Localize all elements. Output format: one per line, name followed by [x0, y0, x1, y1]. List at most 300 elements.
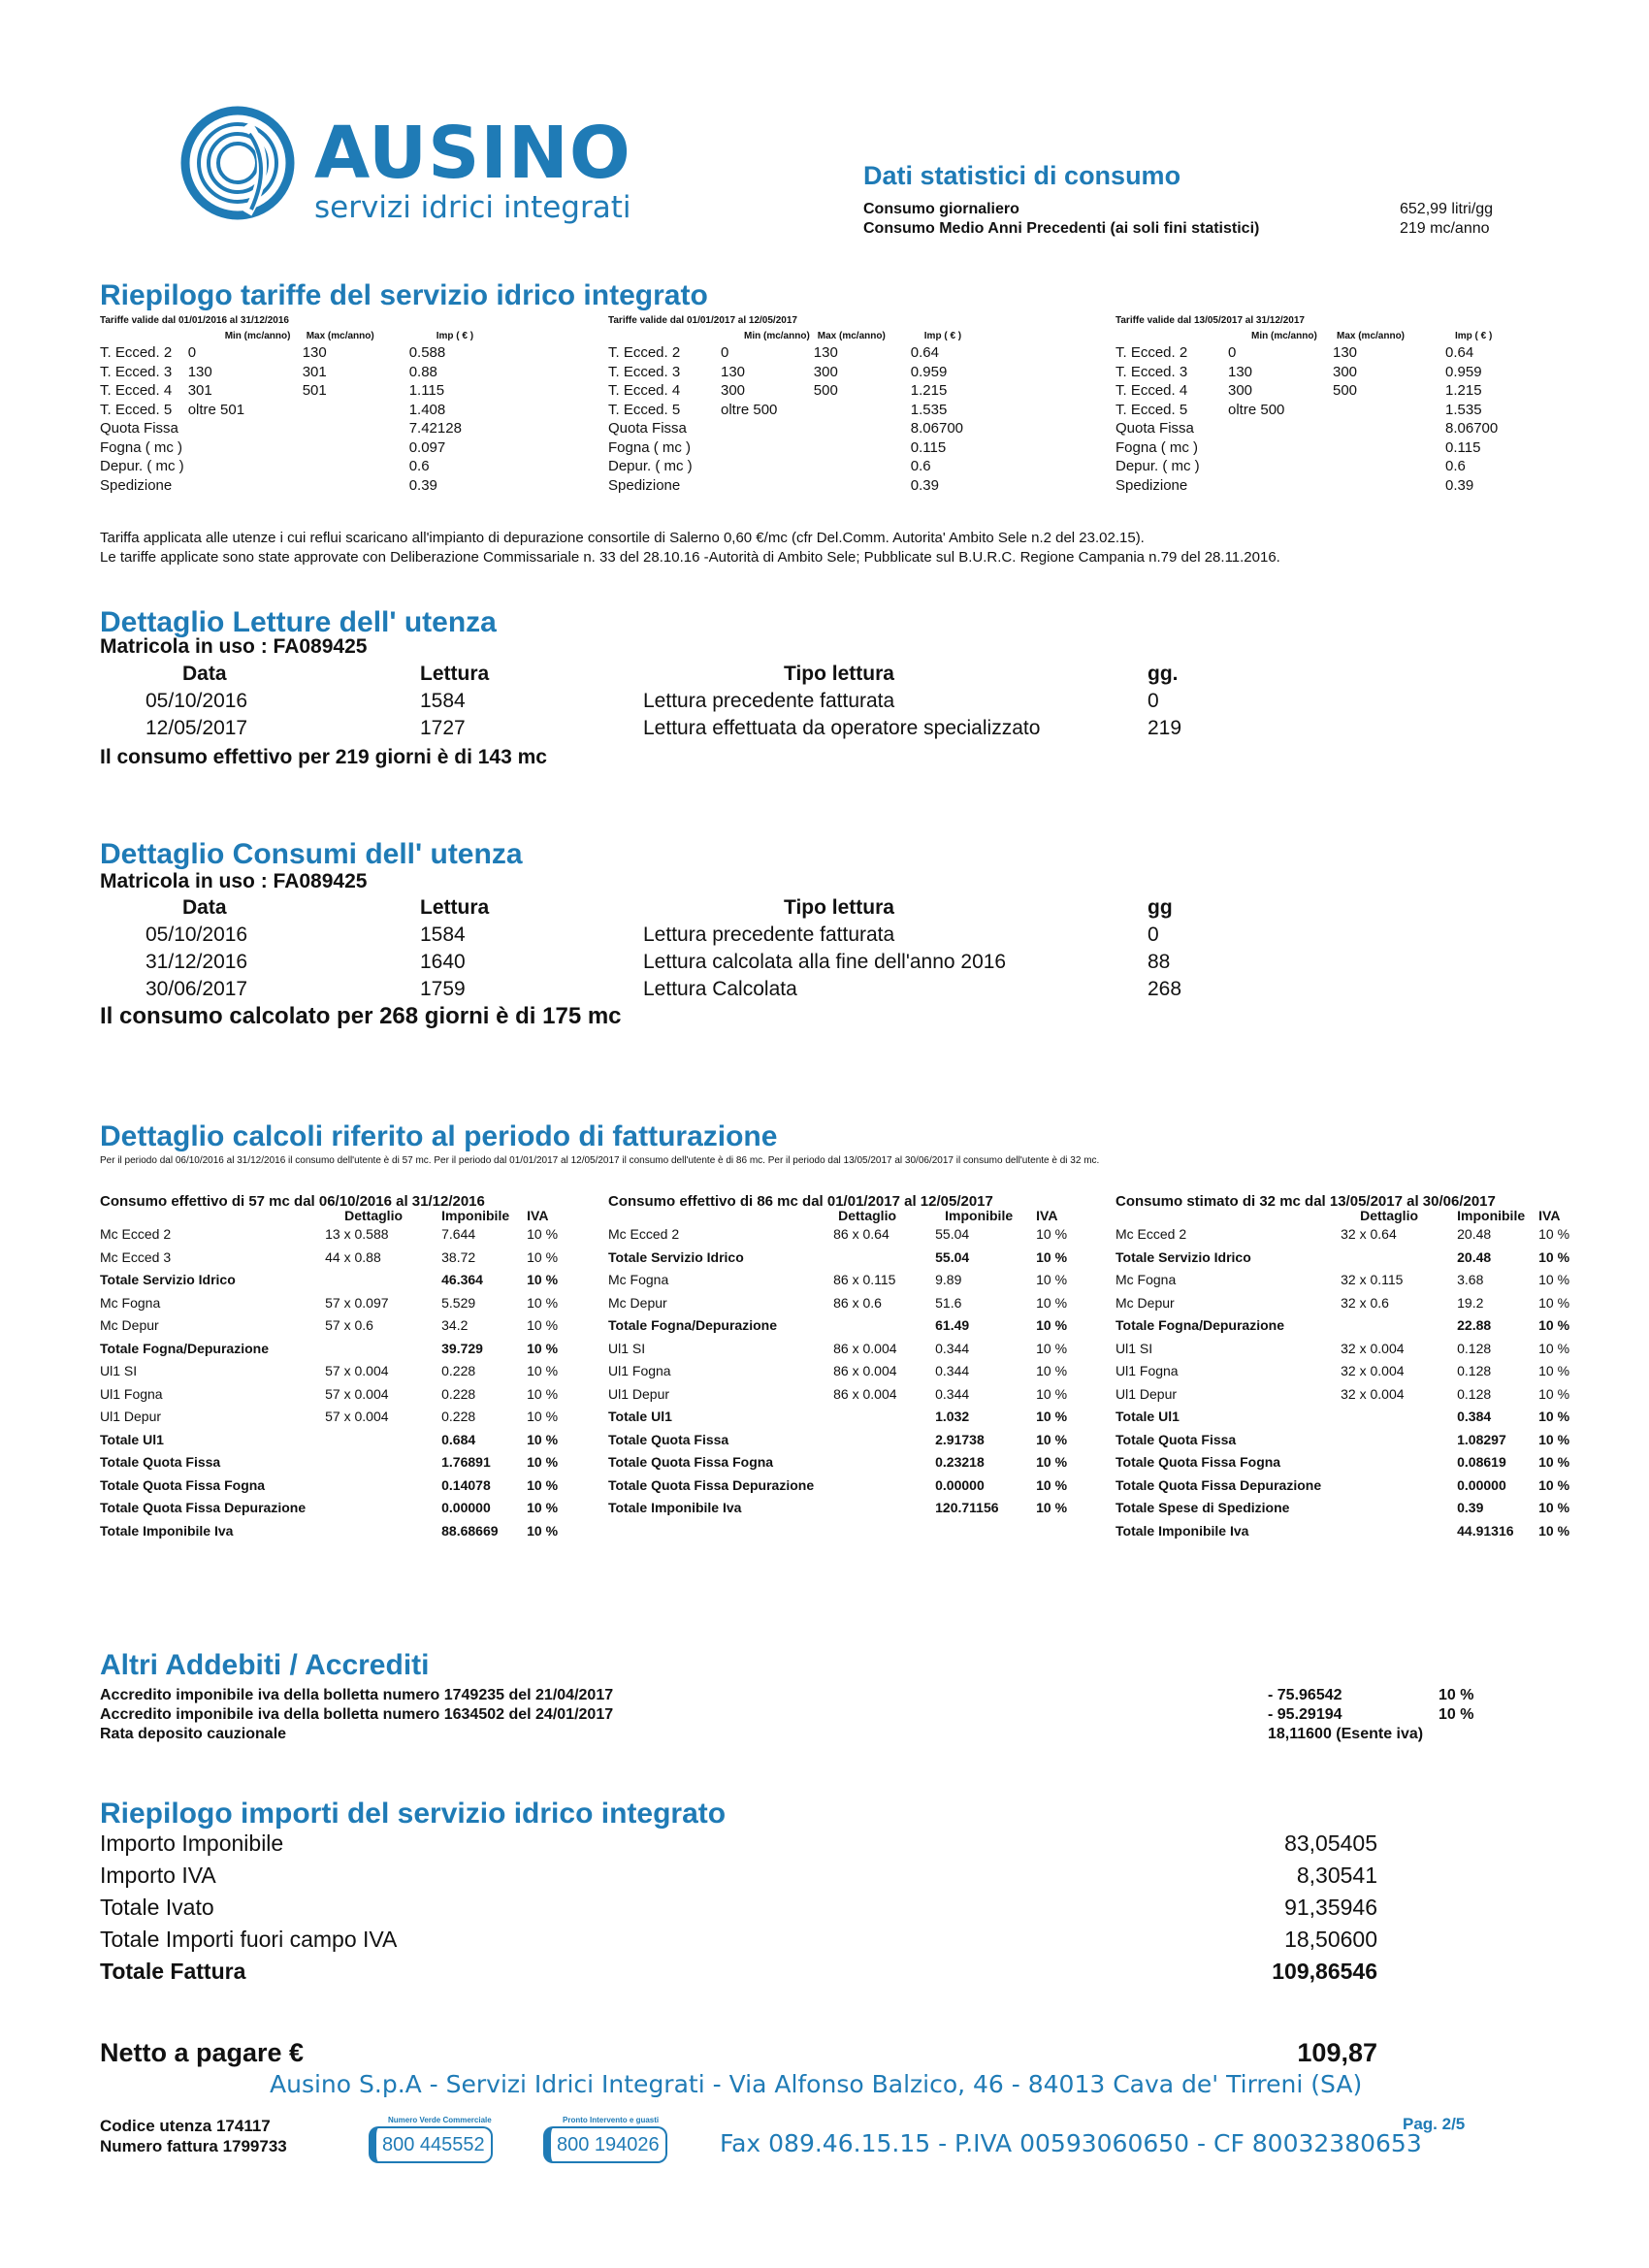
calc-total-row [100, 1520, 579, 1543]
calc-cell: 10 % [1538, 1294, 1570, 1311]
tariffe-table-2 [608, 330, 988, 495]
tariff-row [1116, 457, 1523, 476]
addebito-row-1-amount: - 75.96542 [1268, 1687, 1342, 1703]
calc-cell [814, 1474, 935, 1498]
col-min: Min (mc/anno) [744, 331, 810, 341]
calc-total-row [608, 1406, 1088, 1429]
calc-row [100, 1247, 579, 1270]
reading-cell: 268 [1148, 978, 1182, 1000]
calc-cell: 10 % [1036, 1454, 1068, 1470]
tariff-cell: T. Ecced. 3 [1116, 363, 1188, 380]
consumi-matricola: Matricola in uso : FA089425 [100, 870, 368, 892]
reading-cell: 1640 [420, 951, 466, 973]
footer-fax: Fax 089.46.15.15 - P.IVA 00593060650 - CF 80032380653 [720, 2129, 1422, 2157]
tariff-cell: Spedizione [100, 476, 173, 494]
calc-cell: 120.71156 [935, 1500, 999, 1515]
calc-cell: Mc Fogna [1116, 1272, 1177, 1287]
calc-cell: 10 % [1036, 1385, 1068, 1402]
calc-cell: 10 % [1538, 1522, 1570, 1539]
tariff-cell: 130 [302, 344, 327, 361]
tariff-cell: Spedizione [1116, 476, 1188, 494]
calc-row [608, 1383, 1088, 1407]
calc-cell: 57 x 0.004 [325, 1385, 389, 1402]
tariffe-title: Riepilogo tariffe del servizio idrico integrato [100, 279, 708, 311]
calc-block-title-3: Consumo stimato di 32 mc dal 13/05/2017 al 30/06/2017 [1116, 1193, 1496, 1210]
calc-cell: 0.344 [935, 1363, 970, 1378]
tariff-cell: 300 [721, 382, 746, 399]
calc-cell: 10 % [1538, 1248, 1570, 1265]
consumi-title: Dettaglio Consumi dell' utenza [100, 838, 523, 870]
tariff-cell: 1.535 [910, 401, 948, 418]
tariff-cell: 8.06700 [1445, 420, 1499, 437]
calc-cell: 10 % [527, 1248, 559, 1265]
calc-cell: 20.48 [1457, 1248, 1492, 1265]
calc-total-row [100, 1474, 579, 1498]
tariff-row [608, 343, 988, 363]
reading-cell: 1584 [420, 923, 466, 946]
calc-cell: 32 x 0.115 [1341, 1272, 1404, 1287]
calc-total-row [100, 1269, 579, 1292]
calc-cell: Totale Imponibile Iva [100, 1522, 234, 1539]
calc-table-3 [1116, 1208, 1591, 1542]
calc-cell: 10 % [1538, 1317, 1570, 1333]
calc-total-row [608, 1451, 1088, 1474]
tariff-row [100, 343, 487, 363]
calc-cell: Ul1 Depur [100, 1409, 162, 1424]
tariff-row [100, 438, 487, 458]
calc-cell: 10 % [1538, 1226, 1570, 1242]
calc-cell [306, 1520, 441, 1543]
tariff-cell: Quota Fissa [1116, 420, 1194, 437]
calc-cell: 46.364 [441, 1272, 483, 1287]
addebito-row-2-amount: - 95.29194 [1268, 1706, 1342, 1723]
calc-cell: 10 % [1036, 1226, 1068, 1242]
tariff-cell: 7.42128 [408, 420, 462, 437]
calc-cell: 10 % [1538, 1272, 1570, 1287]
calc-cell: 10 % [1036, 1317, 1068, 1333]
tariff-cell: Quota Fissa [608, 420, 687, 437]
col-max: Max (mc/anno) [817, 331, 886, 341]
stat-value-average: 219 mc/anno [1400, 220, 1490, 237]
calc-total-row [608, 1429, 1088, 1452]
tariff-cell: 0.097 [408, 438, 446, 456]
tariff-cell: 0 [721, 344, 729, 361]
tariff-cell: 1.115 [408, 382, 445, 399]
calc-cell [814, 1497, 935, 1520]
calc-total-row [608, 1247, 1088, 1270]
tariff-cell [1228, 438, 1333, 458]
calc-cell: 10 % [1036, 1340, 1068, 1356]
calc-cell [1321, 1247, 1457, 1270]
tariff-cell: Depur. ( mc ) [100, 458, 184, 474]
calc-row [1116, 1383, 1591, 1407]
tariff-cell [814, 476, 911, 496]
importi-title: Riepilogo importi del servizio idrico integrato [100, 1798, 727, 1830]
tariff-cell [1333, 457, 1445, 476]
tariff-row [100, 476, 487, 496]
tariff-cell [1333, 476, 1445, 496]
calc-cell: 44 x 0.88 [325, 1248, 381, 1265]
calc-cell: 0.14078 [441, 1476, 491, 1493]
tariff-cell: 0.588 [408, 344, 446, 361]
calc-cell: 10 % [527, 1409, 559, 1424]
tariff-cell: 0 [187, 344, 197, 361]
calc-cell: 0.684 [441, 1431, 476, 1447]
tariff-cell: 0.39 [408, 476, 437, 494]
tariff-cell: T. Ecced. 2 [1116, 344, 1188, 361]
calc-cell: 7.644 [441, 1226, 476, 1242]
calc-row [608, 1338, 1088, 1361]
calc-cell: Mc Fogna [100, 1294, 161, 1311]
tariff-cell: 1.215 [1445, 382, 1482, 399]
calc-cell: 32 x 0.64 [1341, 1226, 1397, 1242]
tariff-cell: 130 [187, 363, 212, 380]
tariff-row [100, 401, 487, 420]
tariff-cell: 500 [1333, 382, 1358, 399]
calc-cell: 61.49 [935, 1317, 970, 1333]
phone-commerciale[interactable]: 800 445552 [369, 2126, 493, 2163]
calc-cell [1321, 1429, 1457, 1452]
calc-cell: Ul1 SI [100, 1363, 138, 1378]
calc-cell: 0.39 [1457, 1500, 1484, 1515]
calc-cell: 0.384 [1457, 1409, 1492, 1424]
calc-cell: Totale Ul1 [1116, 1409, 1180, 1424]
calc-total-row [100, 1338, 579, 1361]
tariff-cell: 130 [1333, 344, 1358, 361]
calc-cell: 32 x 0.004 [1341, 1340, 1405, 1356]
tariff-row [608, 438, 988, 458]
calc-cell: 0.344 [935, 1340, 970, 1356]
calc-row [100, 1383, 579, 1407]
tariff-cell [1333, 401, 1445, 420]
importo-label-fuori-campo: Totale Importi fuori campo IVA [100, 1927, 398, 1952]
calc-cell: Totale Quota Fissa [100, 1454, 221, 1470]
calc-row [608, 1223, 1088, 1247]
footer-company: Ausino S.p.A - Servizi Idrici Integrati - Via Alfonso Balzico, 46 - 84013 Cava de' Tirreni (SA) [270, 2070, 1363, 2098]
tariff-cell: T. Ecced. 5 [100, 401, 173, 418]
calc-cell: 0.128 [1457, 1340, 1492, 1356]
addebito-row-1-iva: 10 % [1439, 1687, 1474, 1703]
calc-cell: 0.00000 [935, 1476, 985, 1493]
tariff-cell: 1.408 [408, 401, 446, 418]
calc-cell: Ul1 SI [608, 1340, 646, 1356]
calc-cell: 0.128 [1457, 1385, 1492, 1402]
calc-total-row [608, 1474, 1088, 1498]
calc-cell: 10 % [1036, 1294, 1068, 1311]
calc-cell: 0.00000 [1457, 1476, 1506, 1493]
calc-cell: Mc Depur [1116, 1294, 1175, 1311]
logo-mark-icon [179, 105, 296, 221]
calc-cell: 10 % [527, 1500, 559, 1515]
calc-cell: 10 % [1538, 1476, 1570, 1493]
stats-title: Dati statistici di consumo [863, 161, 1181, 190]
calc-cell: Ul1 Depur [608, 1385, 670, 1402]
calc-cell: Mc Ecced 2 [1116, 1226, 1187, 1242]
calc-cell [306, 1474, 441, 1498]
calc-cell: 86 x 0.004 [833, 1363, 897, 1378]
calc-cell: 10 % [527, 1476, 559, 1493]
calc-cell: Totale Quota Fissa Depurazione [100, 1500, 307, 1515]
calc-cell: 9.89 [935, 1272, 962, 1287]
tariff-cell: 130 [813, 344, 838, 361]
calc-cell: 10 % [527, 1272, 559, 1287]
netto-label: Netto a pagare € [100, 2038, 305, 2067]
tariffe-note-1: Tariffa applicata alle utenze i cui reflui scaricano all'impianto di depurazione consortile di Salerno 0,60 €/mc (cfr Del.Comm. Autorita' Ambito Sele n.2 del 23.02.15). [100, 530, 1145, 546]
col-max: Max (mc/anno) [306, 331, 374, 341]
calc-cell: 10 % [1538, 1340, 1570, 1356]
brand-name: AUSINO [314, 112, 631, 195]
calc-cell: 32 x 0.004 [1341, 1363, 1405, 1378]
tariff-row [608, 401, 988, 420]
col-iva: IVA [1036, 1208, 1058, 1223]
addebiti-title: Altri Addebiti / Accrediti [100, 1649, 430, 1681]
tariff-cell: 0 [1228, 344, 1237, 361]
letture-table [100, 661, 1245, 742]
col-imponibile: Imponibile [945, 1208, 1014, 1223]
tariff-row [608, 381, 988, 401]
tariff-cell: 501 [302, 382, 327, 399]
col-gg: gg. [1148, 663, 1179, 685]
tariff-row [608, 363, 988, 382]
tariff-cell: 0.115 [1445, 438, 1481, 456]
tariff-cell: T. Ecced. 5 [608, 401, 681, 418]
calc-cell: 10 % [1538, 1409, 1570, 1424]
reading-cell: 05/10/2016 [146, 923, 248, 946]
tariff-cell [303, 438, 409, 458]
col-data: Data [182, 663, 227, 685]
tariff-cell: 0.64 [1445, 344, 1474, 361]
tariff-cell [1228, 457, 1333, 476]
col-imponibile: Imponibile [441, 1208, 510, 1223]
calc-row [608, 1269, 1088, 1292]
phone-commerciale-tag: Numero Verde Commerciale [388, 2116, 492, 2124]
importo-value-iva: 8,30541 [1296, 1863, 1377, 1888]
calc-cell [814, 1314, 935, 1338]
tariff-cell: Fogna ( mc ) [100, 438, 183, 456]
calc-table-1 [100, 1208, 579, 1542]
calc-cell [814, 1247, 935, 1270]
calc-cell: Totale Ul1 [100, 1431, 164, 1447]
col-gg: gg [1148, 896, 1173, 919]
tariff-cell [303, 476, 409, 496]
col-min: Min (mc/anno) [1251, 331, 1317, 341]
calc-total-row [1116, 1520, 1591, 1543]
calc-row [100, 1292, 579, 1315]
tariff-cell: T. Ecced. 4 [1116, 382, 1188, 399]
reading-cell: 12/05/2017 [146, 717, 248, 739]
tariff-cell: T. Ecced. 4 [608, 382, 681, 399]
tariff-cell: Depur. ( mc ) [608, 458, 693, 474]
stat-label-average: Consumo Medio Anni Precedenti (ai soli fini statistici) [863, 220, 1260, 237]
tariff-row [1116, 401, 1523, 420]
tariff-cell [303, 457, 409, 476]
tariff-cell: Quota Fissa [100, 420, 178, 437]
calc-cell: 0.00000 [441, 1500, 491, 1515]
calc-row [1116, 1292, 1591, 1315]
tariff-cell [1228, 419, 1333, 438]
stat-value-daily: 652,99 litri/gg [1400, 201, 1494, 217]
calc-row [608, 1360, 1088, 1383]
calc-cell [1321, 1497, 1457, 1520]
calc-cell: 0.228 [441, 1363, 476, 1378]
reading-cell: Lettura precedente fatturata [643, 690, 895, 712]
importo-value-fuori-campo: 18,50600 [1284, 1927, 1377, 1952]
tariff-row [608, 419, 988, 438]
calc-cell: 86 x 0.6 [833, 1294, 882, 1311]
calc-cell: 0.228 [441, 1409, 476, 1424]
calc-cell: Ul1 Fogna [608, 1363, 671, 1378]
calc-cell: 86 x 0.004 [833, 1385, 897, 1402]
tariff-row [1116, 381, 1523, 401]
tariff-row [1116, 363, 1523, 382]
col-lettura: Lettura [420, 896, 490, 919]
calc-total-row [1116, 1451, 1591, 1474]
calc-cell: 1.032 [935, 1409, 970, 1424]
tariff-cell: 130 [1228, 363, 1253, 380]
calc-cell: 38.72 [441, 1248, 476, 1265]
calc-cell [814, 1429, 935, 1452]
calc-cell: Mc Ecced 2 [100, 1226, 172, 1242]
calc-cell: 86 x 0.64 [833, 1226, 889, 1242]
calcoli-subtitle: Per il periodo dal 06/10/2016 al 31/12/2016 il consumo dell'utente è di 57 mc. Per il periodo dal 01/01/2017 al 12/05/2017 il consumo dell'utente è di 86 mc. Per il periodo dal 13/05/2017 al 30/06/2017 il consumo dell'utente è di 32 mc. [100, 1155, 1100, 1166]
reading-cell: 31/12/2016 [146, 951, 248, 973]
tariff-cell: 300 [1333, 363, 1358, 380]
importo-label-ivato: Totale Ivato [100, 1895, 214, 1920]
calc-cell: Mc Depur [608, 1294, 667, 1311]
col-dettaglio: Dettaglio [1360, 1208, 1419, 1223]
tariff-cell: oltre 500 [721, 401, 778, 418]
calc-cell: 10 % [1538, 1500, 1570, 1515]
calc-cell: 55.04 [935, 1248, 970, 1265]
calc-cell: 10 % [527, 1363, 559, 1378]
calc-cell: 19.2 [1457, 1294, 1484, 1311]
tariff-cell [188, 438, 303, 458]
calc-cell: 10 % [1538, 1431, 1570, 1447]
calc-cell: 0.228 [441, 1385, 476, 1402]
tariff-cell: 301 [302, 363, 327, 380]
letture-summary: Il consumo effettivo per 219 giorni è di 143 mc [100, 746, 547, 768]
calc-cell: 44.91316 [1457, 1522, 1514, 1539]
tariff-cell: 130 [721, 363, 746, 380]
phone-guasti[interactable]: 800 194026 [543, 2126, 667, 2163]
tariff-cell: T. Ecced. 5 [1116, 401, 1188, 418]
tariff-cell [721, 438, 814, 458]
letture-title: Dettaglio Letture dell' utenza [100, 606, 497, 638]
calc-total-row [608, 1497, 1088, 1520]
tariff-cell: 0.959 [910, 363, 948, 380]
tariff-cell [303, 401, 409, 420]
col-dettaglio: Dettaglio [344, 1208, 404, 1223]
numero-fattura: Numero fattura 1799733 [100, 2137, 287, 2155]
calc-cell: 10 % [527, 1226, 559, 1242]
reading-row [100, 949, 1245, 976]
calc-cell: 3.68 [1457, 1272, 1484, 1287]
calc-total-row [1116, 1314, 1591, 1338]
reading-cell: 1584 [420, 690, 466, 712]
calc-cell: 10 % [527, 1454, 559, 1470]
calc-cell: Totale Servizio Idrico [100, 1272, 236, 1287]
importo-value-imponibile: 83,05405 [1284, 1831, 1377, 1856]
tariff-cell: T. Ecced. 2 [608, 344, 681, 361]
calc-cell: 32 x 0.004 [1341, 1385, 1405, 1402]
tariffe-table-3 [1116, 330, 1523, 495]
codice-utenza: Codice utenza 174117 [100, 2117, 271, 2135]
brand-subtitle: servizi idrici integrati [314, 190, 631, 225]
calc-block-title-1: Consumo effettivo di 57 mc dal 06/10/2016 al 31/12/2016 [100, 1193, 485, 1210]
tariff-cell [188, 476, 303, 496]
calc-cell: 10 % [1036, 1248, 1068, 1265]
calc-cell: 20.48 [1457, 1226, 1492, 1242]
col-iva: IVA [527, 1208, 549, 1223]
tariffe-validity-2: Tariffe valide dal 01/01/2017 al 12/05/2017 [608, 315, 797, 326]
reading-cell: 0 [1148, 690, 1159, 712]
tariff-cell: 1.535 [1445, 401, 1482, 418]
calc-cell: 10 % [1538, 1363, 1570, 1378]
reading-cell: 88 [1148, 951, 1171, 973]
tariff-cell [1333, 419, 1445, 438]
calc-cell: 88.68669 [441, 1522, 499, 1539]
calc-cell: Mc Ecced 2 [608, 1226, 680, 1242]
calc-cell: 0.08619 [1457, 1454, 1506, 1470]
col-imponibile: Imponibile [1457, 1208, 1526, 1223]
tariff-cell: 0.64 [910, 344, 939, 361]
calc-cell: 2.91738 [935, 1431, 985, 1447]
calc-cell: Mc Depur [100, 1317, 159, 1333]
tariff-row [100, 363, 487, 382]
calc-block-title-2: Consumo effettivo di 86 mc dal 01/01/2017 al 12/05/2017 [608, 1193, 993, 1210]
tariff-cell [814, 438, 911, 458]
calc-cell: 57 x 0.004 [325, 1409, 389, 1424]
calc-cell: 10 % [1538, 1454, 1570, 1470]
tariff-cell: 0.6 [1445, 458, 1466, 474]
tariff-row [608, 476, 988, 496]
tariffe-validity-3: Tariffe valide dal 13/05/2017 al 31/12/2017 [1116, 315, 1305, 326]
calc-cell [306, 1429, 441, 1452]
importo-value-totale: 109,86546 [1272, 1959, 1377, 1984]
calc-cell: 10 % [1036, 1409, 1068, 1424]
calc-cell: Totale Spese di Spedizione [1116, 1500, 1290, 1515]
calc-cell: Totale Servizio Idrico [1116, 1248, 1251, 1265]
calc-total-row [100, 1497, 579, 1520]
col-tipo: Tipo lettura [784, 896, 894, 919]
calc-cell [306, 1269, 441, 1292]
reading-cell: 219 [1148, 717, 1182, 739]
calc-total-row [100, 1451, 579, 1474]
addebito-row-2-label: Accredito imponibile iva della bolletta numero 1634502 del 24/01/2017 [100, 1706, 614, 1723]
calc-cell [1321, 1474, 1457, 1498]
tariff-cell: 0.115 [910, 438, 947, 456]
calc-cell: 34.2 [441, 1317, 469, 1333]
calc-cell: 1.76891 [441, 1454, 491, 1470]
calc-cell: Ul1 Fogna [1116, 1363, 1179, 1378]
col-tipo: Tipo lettura [784, 663, 894, 685]
calc-cell: 55.04 [935, 1226, 970, 1242]
calc-cell: 10 % [527, 1431, 559, 1447]
calc-total-row [100, 1429, 579, 1452]
calc-cell: Ul1 Depur [1116, 1385, 1178, 1402]
calc-cell: 13 x 0.588 [325, 1226, 389, 1242]
col-dettaglio: Dettaglio [838, 1208, 897, 1223]
tariff-cell: oltre 500 [1228, 401, 1285, 418]
tariff-cell: T. Ecced. 4 [100, 382, 173, 399]
calcoli-title: Dettaglio calcoli riferito al periodo di fatturazione [100, 1120, 778, 1152]
tariff-cell: Depur. ( mc ) [1116, 458, 1200, 474]
company-logo [179, 105, 296, 221]
tariff-cell [721, 419, 814, 438]
tariff-row [608, 457, 988, 476]
tariff-cell: 0.39 [1445, 476, 1474, 494]
calc-cell: 1.08297 [1457, 1431, 1506, 1447]
